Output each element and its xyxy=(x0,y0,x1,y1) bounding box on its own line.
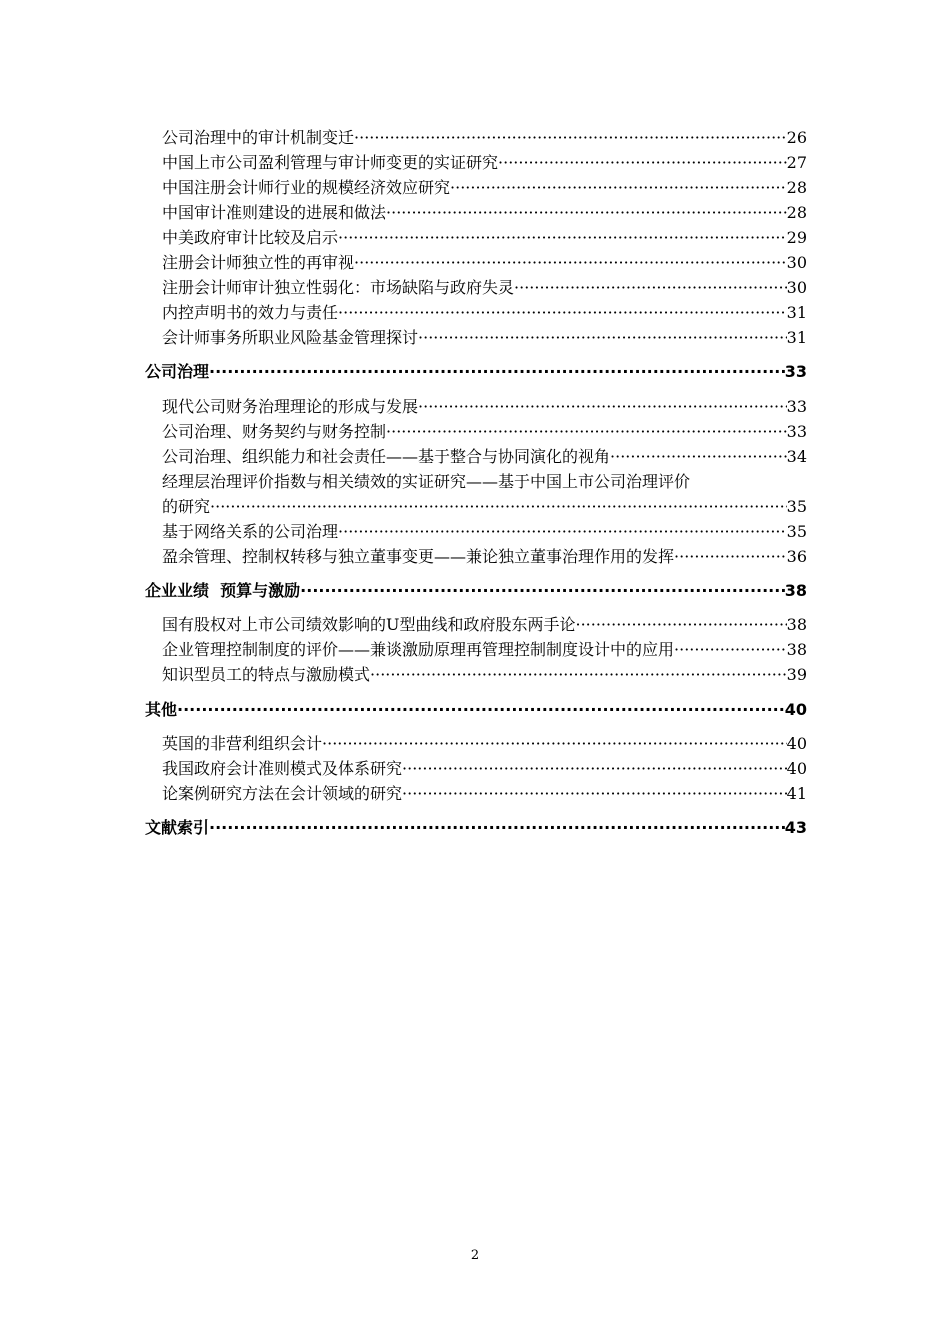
toc-leader-dots xyxy=(354,250,787,275)
toc-section-title: 企业业绩 预算与激励 xyxy=(145,581,301,600)
toc-entry-page: 31 xyxy=(786,303,807,322)
toc-leader-dots xyxy=(338,300,787,325)
toc-leader-dots xyxy=(402,781,787,806)
toc-entry-wrapped-line2[interactable] xyxy=(162,494,807,519)
toc-entry-page: 27 xyxy=(786,153,807,172)
toc-leader-dots xyxy=(674,544,787,569)
toc-leader-dots xyxy=(610,444,787,469)
toc-leader-dots xyxy=(209,815,785,840)
toc-leader-dots xyxy=(402,756,787,781)
toc-section-corporate-governance[interactable] xyxy=(145,359,807,384)
toc-entry[interactable] xyxy=(162,781,807,806)
toc-entry-page: 38 xyxy=(786,640,807,659)
toc-entry[interactable] xyxy=(162,519,807,544)
toc-entry-title: 盈余管理、控制权转移与独立董事变更——兼论独立董事治理作用的发挥 xyxy=(162,547,675,566)
toc-entry[interactable] xyxy=(162,325,807,350)
toc-entry-title: 知识型员工的特点与激励模式 xyxy=(162,665,371,684)
toc-leader-dots xyxy=(177,697,785,722)
toc-entry-page: 28 xyxy=(786,178,807,197)
toc-leader-dots xyxy=(514,275,787,300)
toc-entry[interactable] xyxy=(162,394,807,419)
toc-leader-dots xyxy=(370,662,787,687)
toc-entry-title: 现代公司财务治理理论的形成与发展 xyxy=(162,397,419,416)
toc-entry-page: 36 xyxy=(786,547,807,566)
toc-entry[interactable] xyxy=(162,275,807,300)
toc-entry-page: 30 xyxy=(786,278,807,297)
toc-entry[interactable] xyxy=(162,637,807,662)
toc-entry-title: 中美政府审计比较及启示 xyxy=(162,228,339,247)
toc-entry[interactable] xyxy=(162,250,807,275)
toc-entry[interactable] xyxy=(162,662,807,687)
toc-entry-page: 39 xyxy=(786,665,807,684)
toc-leader-dots xyxy=(300,578,785,603)
toc-entry-title: 论案例研究方法在会计领域的研究 xyxy=(162,784,403,803)
toc-entry[interactable] xyxy=(162,125,807,150)
toc-section-page: 38 xyxy=(784,581,807,600)
toc-entry[interactable] xyxy=(162,756,807,781)
toc-entry-title: 公司治理、财务契约与财务控制 xyxy=(162,422,387,441)
toc-section-other[interactable] xyxy=(145,697,807,722)
toc-section-page: 33 xyxy=(784,362,807,381)
toc-entry-page: 40 xyxy=(786,759,807,778)
toc-entry-title: 公司治理、组织能力和社会责任——基于整合与协同演化的视角 xyxy=(162,447,611,466)
toc-leader-dots xyxy=(576,612,787,637)
toc-entry-title: 基于网络关系的公司治理 xyxy=(162,522,339,541)
toc-entry-title: 内控声明书的效力与责任 xyxy=(162,303,339,322)
toc-leader-dots xyxy=(322,731,787,756)
toc-entry-title: 会计师事务所职业风险基金管理探讨 xyxy=(162,328,419,347)
toc-section-title: 其他 xyxy=(145,700,178,719)
toc-leader-dots xyxy=(418,325,787,350)
toc-entry-title: 英国的非营利组织会计 xyxy=(162,734,323,753)
toc-leader-dots xyxy=(386,200,787,225)
toc-entry-page: 30 xyxy=(786,253,807,272)
toc-entry[interactable] xyxy=(162,444,807,469)
toc-entry[interactable] xyxy=(162,175,807,200)
toc-entry-title: 国有股权对上市公司绩效影响的U型曲线和政府股东两手论 xyxy=(162,615,576,634)
toc-leader-dots xyxy=(209,359,785,384)
toc-leader-dots xyxy=(386,419,787,444)
toc-leader-dots xyxy=(674,637,787,662)
toc-entry[interactable] xyxy=(162,300,807,325)
toc-leader-dots xyxy=(498,150,787,175)
toc-entry-title: 中国上市公司盈利管理与审计师变更的实证研究 xyxy=(162,153,499,172)
toc-entry[interactable] xyxy=(162,419,807,444)
toc-entry-title: 公司治理中的审计机制变迁 xyxy=(162,128,355,147)
toc-entry[interactable] xyxy=(162,731,807,756)
toc-leader-dots xyxy=(338,519,787,544)
page-number: 2 xyxy=(470,1248,480,1263)
toc-section-performance[interactable] xyxy=(145,578,807,603)
toc-section-page: 43 xyxy=(784,818,807,837)
toc-entry-wrapped-line1[interactable]: 经理层治理评价指数与相关绩效的实证研究——基于中国上市公司治理评价 xyxy=(162,472,691,491)
toc-entry[interactable] xyxy=(162,225,807,250)
toc-entry-title: 中国审计准则建设的进展和做法 xyxy=(162,203,387,222)
toc-entry-page: 41 xyxy=(786,784,807,803)
toc-leader-dots xyxy=(354,125,787,150)
toc-entry[interactable] xyxy=(162,544,807,569)
toc-entry-page: 28 xyxy=(786,203,807,222)
toc-entry-page: 31 xyxy=(786,328,807,347)
toc-entry-title: 我国政府会计准则模式及体系研究 xyxy=(162,759,403,778)
toc-entry[interactable] xyxy=(162,200,807,225)
toc-leader-dots xyxy=(338,225,787,250)
toc-entry-page: 35 xyxy=(786,497,807,516)
toc-section-references[interactable] xyxy=(145,815,807,840)
toc-entry-page: 40 xyxy=(786,734,807,753)
toc-entry-page: 38 xyxy=(786,615,807,634)
toc-entry[interactable] xyxy=(162,612,807,637)
toc-entry-page: 34 xyxy=(786,447,807,466)
toc-entry-title: 的研究 xyxy=(162,497,211,516)
toc-entry-page: 29 xyxy=(786,228,807,247)
toc-leader-dots xyxy=(450,175,787,200)
toc-entry-title: 中国注册会计师行业的规模经济效应研究 xyxy=(162,178,451,197)
toc-entry[interactable] xyxy=(162,150,807,175)
toc-section-title: 文献索引 xyxy=(145,818,210,837)
toc-entry-page: 33 xyxy=(786,422,807,441)
toc-entry-title: 注册会计师独立性的再审视 xyxy=(162,253,355,272)
toc-entry-title: 企业管理控制制度的评价——兼谈激励原理再管理控制制度设计中的应用 xyxy=(162,640,675,659)
toc-entry-page: 35 xyxy=(786,522,807,541)
toc-entry-page: 33 xyxy=(786,397,807,416)
toc-entry-page: 26 xyxy=(786,128,807,147)
toc-leader-dots xyxy=(418,394,787,419)
toc-leader-dots xyxy=(210,494,787,519)
toc-section-title: 公司治理 xyxy=(145,362,210,381)
toc-section-page: 40 xyxy=(784,700,807,719)
toc-entry-title: 注册会计师审计独立性弱化：市场缺陷与政府失灵 xyxy=(162,278,515,297)
